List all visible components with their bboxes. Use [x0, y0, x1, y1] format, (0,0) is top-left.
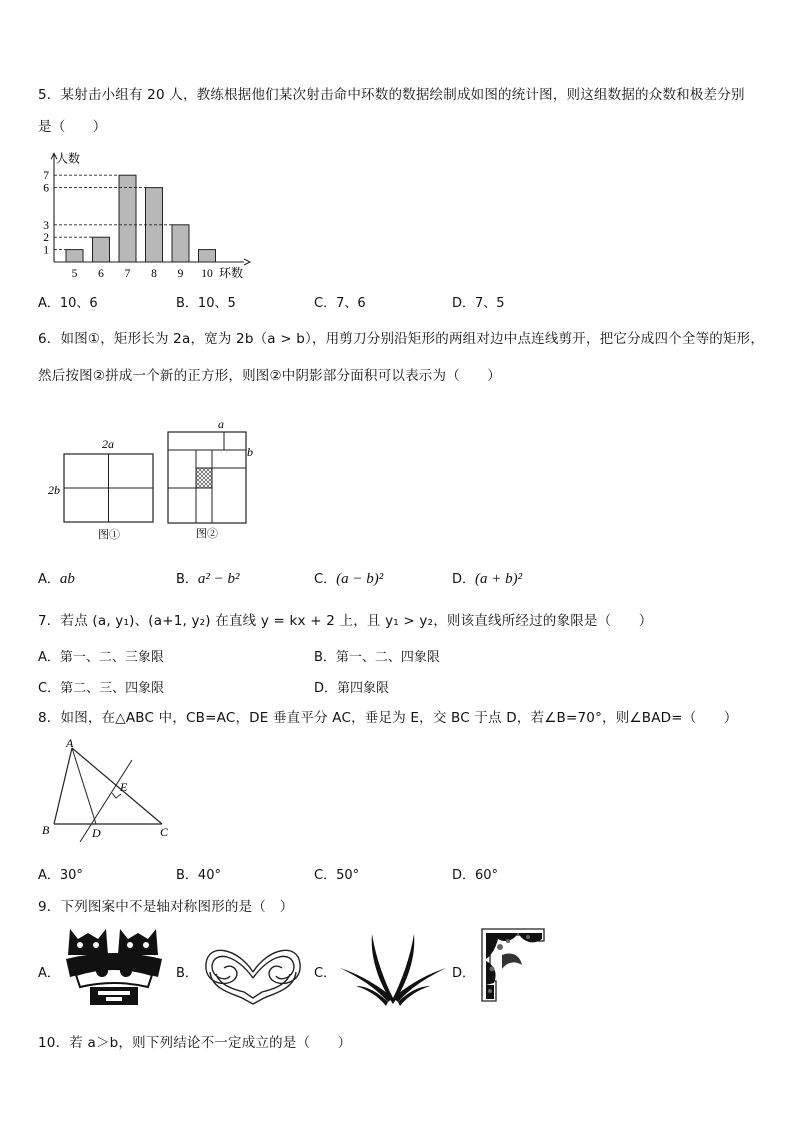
- q10-stem: 10．若 a＞b，则下列结论不一定成立的是（ ）: [38, 1035, 352, 1051]
- bar-10: [199, 250, 216, 262]
- x-axis-label: 环数: [219, 266, 244, 280]
- q9-option-a[interactable]: A．: [38, 966, 60, 981]
- y-tick-label-7: 7: [43, 170, 49, 183]
- q9-pattern-d-corner: [478, 925, 550, 1009]
- q9-option-c[interactable]: C．: [314, 966, 337, 981]
- q6-option-a[interactable]: [38, 568, 75, 588]
- line-de: [80, 760, 132, 842]
- y-tick-label-6: 6: [43, 182, 49, 195]
- q8-option-d[interactable]: D．60°: [452, 868, 499, 883]
- x-tick-label-8: 8: [151, 268, 157, 280]
- q7-option-b[interactable]: B．第一、二、四象限: [314, 650, 440, 665]
- q8-option-b[interactable]: B．40°: [176, 868, 221, 883]
- bar-7: [119, 175, 136, 262]
- q6-option-a-math: ab: [59, 571, 75, 587]
- q9-pattern-b-cloud: [198, 928, 308, 1008]
- q9-option-d[interactable]: D．: [452, 966, 476, 981]
- x-tick-label-6: 6: [98, 268, 104, 280]
- point-label-d: D: [92, 826, 101, 840]
- q6-option-c-letter: C．: [314, 572, 337, 587]
- q5-option-b[interactable]: B．10、5: [176, 296, 236, 311]
- q5-stem-line2: 是（ ）: [38, 119, 107, 135]
- q8-option-a[interactable]: A．30°: [38, 868, 83, 883]
- q5-option-c[interactable]: C．7、6: [314, 296, 366, 311]
- fig2-label-b: b: [247, 445, 253, 459]
- q8-stem: 8．如图，在△ABC 中，CB=AC，DE 垂直平分 AC，垂足为 E，交 BC 于点 D，若∠B=70°，则∠BAD=（ ）: [38, 710, 738, 726]
- q7-option-d[interactable]: D．第四象限: [314, 681, 390, 696]
- point-label-e: E: [120, 780, 128, 794]
- q5-option-d[interactable]: D．7、5: [452, 296, 505, 311]
- q8-triangle-figure: [36, 736, 186, 846]
- q6-option-d-math: (a + b)²: [475, 571, 523, 587]
- q7-option-a[interactable]: A．第一、二、三象限: [38, 650, 164, 665]
- fig1-caption: 图①: [98, 529, 120, 541]
- segment-ac: [72, 748, 162, 824]
- q6-option-b[interactable]: [176, 568, 240, 588]
- q7-stem: 7．若点 (a, y₁)、(a+1, y₂) 在直线 y = kx + 2 上，且 y₁ > y₂，则该直线所经过的象限是（ ）: [38, 613, 653, 629]
- q6-option-c-math: (a − b)²: [336, 571, 384, 587]
- q5-stem-line1: 5．某射击小组有 20 人，教练根据他们某次射击命中环数的数据绘制成如图的统计图，则这组数据的众数和极差分别: [38, 87, 745, 103]
- q6-option-a-letter: A．: [38, 572, 60, 587]
- q6-option-c[interactable]: [314, 568, 383, 588]
- x-axis-arrow: [244, 259, 250, 265]
- q6-option-b-letter: B．: [176, 572, 198, 587]
- q7-option-c[interactable]: C．第二、三、四象限: [38, 681, 165, 696]
- q9-pattern-c-leaves: [338, 932, 448, 1008]
- y-tick-label-1: 1: [43, 244, 49, 257]
- fig1-label-2b: 2b: [48, 483, 60, 497]
- bar-5: [66, 250, 83, 262]
- y-tick-label-3: 3: [43, 219, 49, 232]
- q6-option-d[interactable]: [452, 568, 522, 588]
- segment-ab: [54, 748, 72, 824]
- x-tick-label-10: 10: [201, 268, 213, 280]
- point-label-c: C: [160, 825, 169, 839]
- q5-bar-chart: [30, 138, 260, 288]
- x-tick-label-7: 7: [124, 268, 131, 280]
- q8-option-c[interactable]: C．50°: [314, 868, 360, 883]
- y-axis-label: 人数: [56, 151, 81, 166]
- q5-option-a[interactable]: A．10、6: [38, 296, 98, 311]
- point-label-b: B: [42, 823, 50, 837]
- fig1-label-2a: 2a: [102, 437, 114, 451]
- q6-stem-line1: 6．如图①，矩形长为 2a，宽为 2b（a > b），用剪刀分别沿矩形的两组对边中点连线剪开，把它分成四个全等的矩形，: [38, 331, 765, 347]
- bar-9: [172, 225, 189, 262]
- q6-stem-line2: 然后按图②拼成一个新的正方形，则图②中阴影部分面积可以表示为（ ）: [38, 368, 502, 384]
- q6-option-d-letter: D．: [452, 572, 476, 587]
- segment-ad: [72, 748, 96, 824]
- chart-plot-area: [43, 150, 250, 280]
- bar-6: [93, 237, 110, 262]
- q6-figure-2: [168, 417, 253, 540]
- q6-figures: [40, 414, 270, 542]
- q9-stem: 9．下列图案中不是轴对称图形的是（ ）: [38, 899, 294, 915]
- y-tick-label-2: 2: [43, 232, 49, 245]
- fig2-caption: 图②: [196, 528, 218, 540]
- shaded-square: [196, 468, 212, 488]
- q6-option-b-math: a² − b²: [197, 571, 240, 587]
- q9-option-b[interactable]: B．: [176, 966, 198, 981]
- x-tick-label-9: 9: [177, 268, 184, 280]
- q6-figure-1: [48, 437, 153, 541]
- fig2-label-a: a: [218, 417, 224, 431]
- point-label-a: A: [66, 736, 74, 750]
- x-tick-label-5: 5: [71, 268, 78, 280]
- q9-pattern-a-tigers: [62, 925, 166, 1009]
